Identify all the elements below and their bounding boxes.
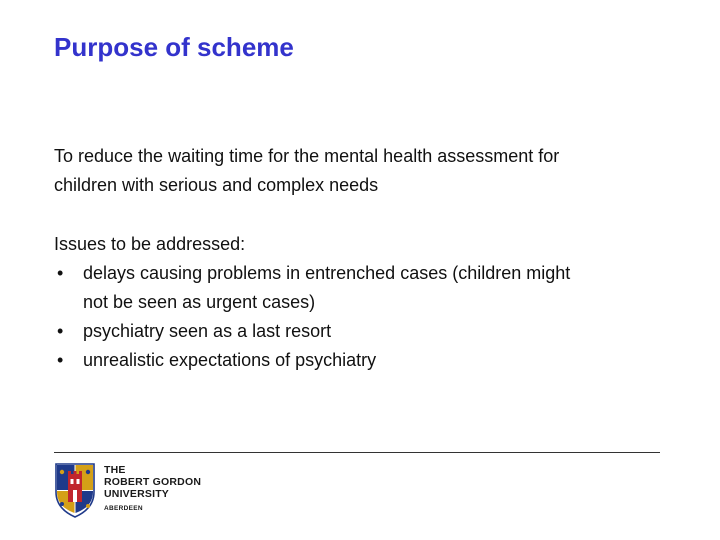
bullet-icon: • — [57, 350, 64, 370]
list-item-line: unrealistic expectations of psychiatry — [83, 350, 377, 370]
list-item-line: psychiatry seen as a last resort — [83, 321, 332, 341]
issues-heading: Issues to be addressed: — [54, 234, 246, 254]
logo-line: ROBERT GORDON — [104, 476, 202, 488]
list-item-text — [83, 317, 674, 346]
footer-divider — [54, 452, 660, 453]
issues-section — [54, 230, 674, 375]
list-item-line: not be seen as urgent cases) — [83, 292, 316, 312]
purpose-line: children with serious and complex needs — [54, 175, 379, 195]
logo-location: ABERDEEN — [104, 505, 143, 512]
purpose-statement — [54, 142, 654, 200]
logo-wordmark — [104, 464, 201, 513]
slide-title: Purpose of scheme — [54, 32, 294, 62]
logo-line: UNIVERSITY — [104, 488, 170, 500]
bullet-icon: • — [57, 321, 64, 341]
list-item-text — [83, 346, 674, 375]
bullet-icon: • — [57, 263, 64, 283]
list-item — [54, 317, 674, 346]
purpose-line: To reduce the waiting time for the mental health assessment for — [54, 146, 560, 166]
list-item — [54, 259, 674, 317]
logo-line: THE — [104, 464, 126, 476]
list-item-line: delays causing problems in entrenched cases (children might — [83, 263, 571, 283]
university-logo — [54, 462, 201, 518]
list-item — [54, 346, 674, 375]
issues-list — [54, 259, 674, 375]
university-crest-icon — [54, 462, 96, 518]
list-item-text — [83, 259, 674, 317]
